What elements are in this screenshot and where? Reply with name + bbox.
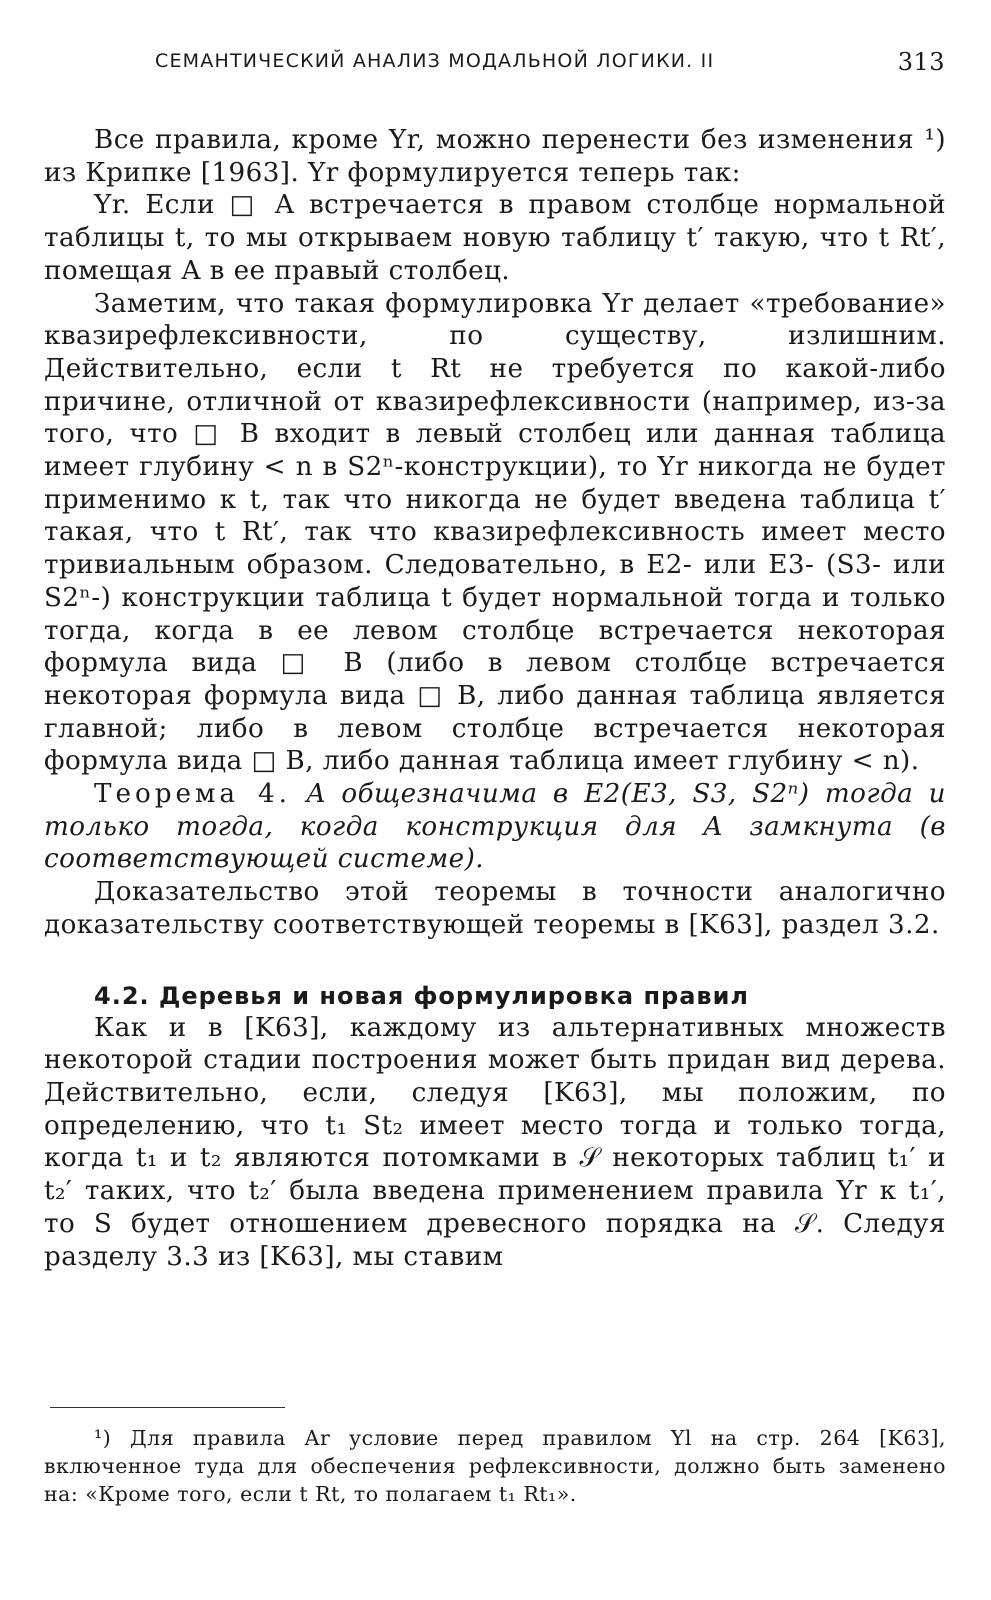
paragraph: Все правила, кроме Yr, можно перенести без изменения ¹) из Крипке [1963]. Yr формулируется теперь так: — [44, 125, 946, 188]
footnote-text: ¹) Для правила Ar условие перед правилом Yl на стр. 264 [K63], включенное туда для обеспечения рефлексивности, должно быть заменено на: «Кроме того, если t Rt, то полагаем t₁ Rt₁». — [44, 1426, 946, 1506]
section-heading: 4.2. Деревья и новая формулировка правил — [94, 981, 749, 1010]
theorem-label: Теорема 4. — [94, 779, 292, 810]
paragraph: Как и в [K63], каждому из альтернативных множеств некоторой стадии построения может быть придан вид дерева. Действительно, если, следуя [K63], мы положим, по определению, что t₁ St₂ имеет место тогда и только тогда, когда t₁ и t₂ являются потомками в 𝒮 некоторых таблиц t₁′ и t₂′ таких, что t₂′ была введена применением правила Yr к t₁′, то S будет отношением древесного порядка на 𝒮. Следуя разделу 3.3 из [K63], мы ставим — [44, 1012, 946, 1272]
paragraph-rule-yr: Yr. Если □ A встречается в правом столбце нормальной таблицы t, то мы открываем новую таблицу t′ такую, что t Rt′, помещая A в ее правый столбец. — [44, 190, 946, 286]
footnote-divider — [50, 1407, 285, 1408]
paragraph: Доказательство этой теоремы в точности аналогично доказательству соответствующей теоремы в [K63], раздел 3.2. — [44, 877, 946, 940]
page-number: 313 — [897, 48, 945, 76]
paragraph: Заметим, что такая формулировка Yr делает «требование» квазирефлексивности, по существу, излишним. Действительно, если t Rt не требуется по какой-либо причине, отличной от квазирефлексивности (например, из-за того, что □ B входит в левый столбец или данная таблица имеет глубину < n в S2ⁿ-конструкции), то Yr никогда не будет применимо к t, так что никогда не будет введена таблица t′ такая, что t Rt′, так что квазирефлексивность имеет место тривиальным образом. Следовательно, в E2- или E3- (S3- или S2ⁿ-) конструкции таблица t будет нормальной тогда и только тогда, когда в ее левом столбце встречается некоторая формула вида □ B (либо в левом столбце встречается некоторая формула вида □ B, либо данная таблица является главной; либо в левом столбце встречается некоторая формула вида □ B, либо данная таблица имеет глубину < n). — [44, 288, 946, 777]
theorem — [44, 778, 946, 876]
theorem-statement: A общезначима в E2(E3, S3, S2ⁿ) тогда и только тогда, когда конструкция для A замкнута (в соответствующей системе). — [44, 779, 946, 875]
footnote — [44, 1424, 946, 1508]
running-title: СЕМАНТИЧЕСКИЙ АНАЛИЗ МОДАЛЬНОЙ ЛОГИКИ. II — [155, 50, 715, 72]
main-text — [44, 124, 946, 1273]
